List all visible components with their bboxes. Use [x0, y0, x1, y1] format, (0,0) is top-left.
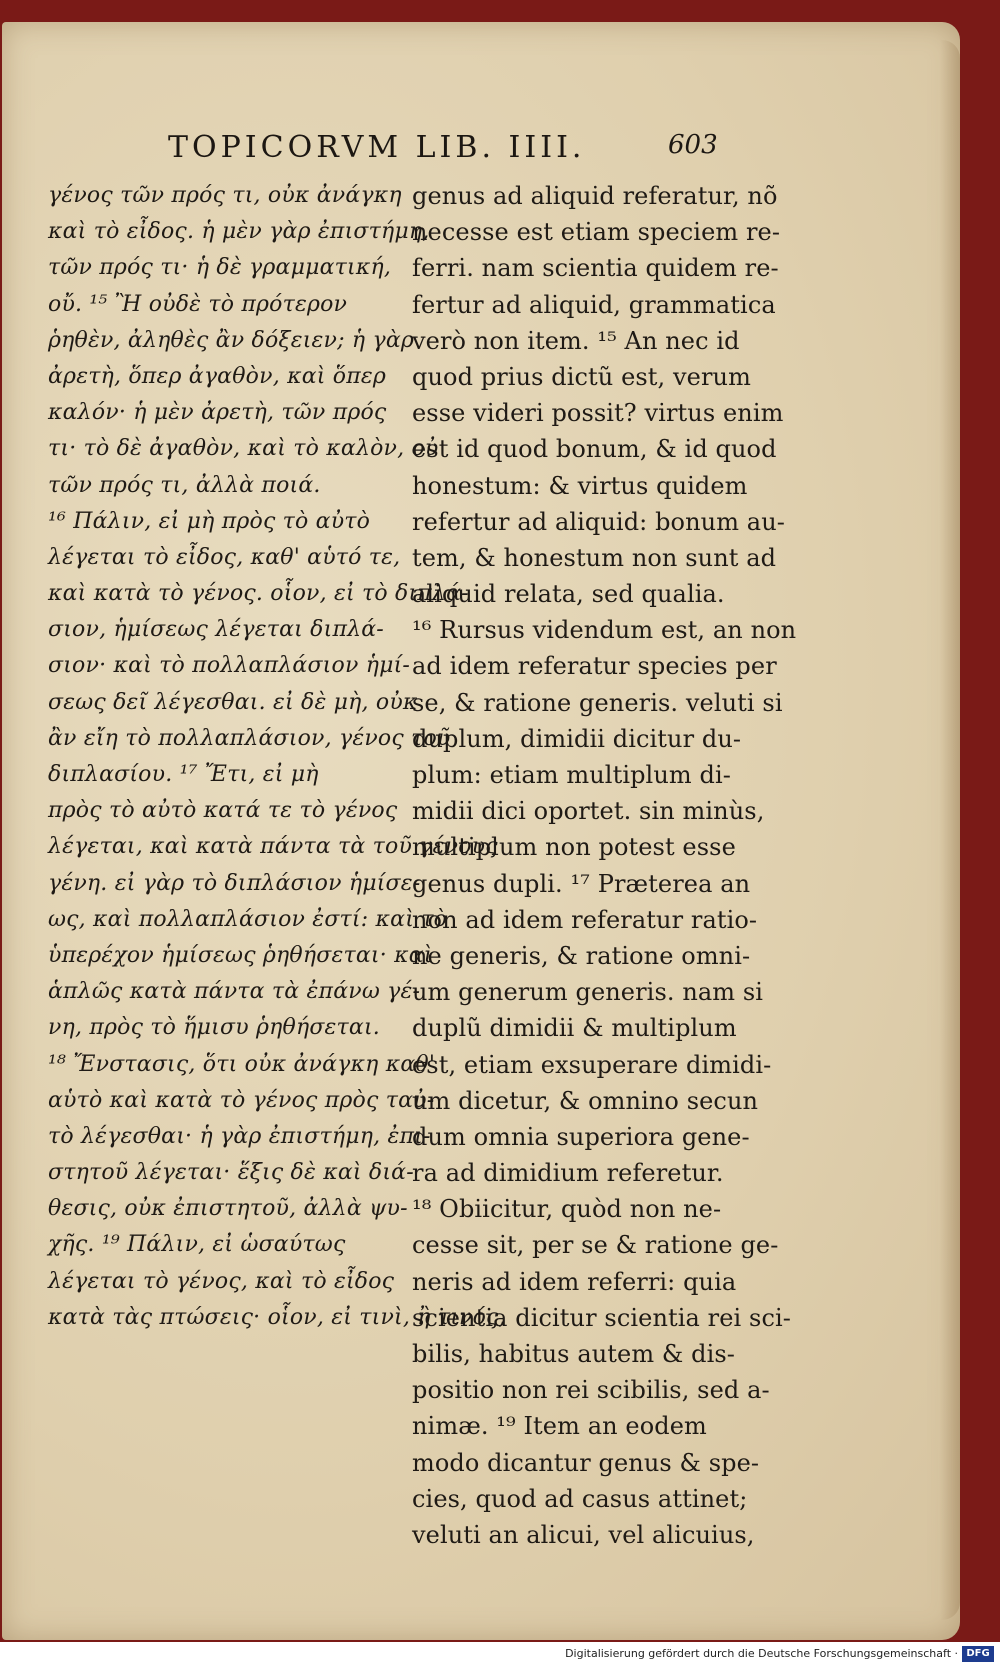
greek-text-line: τῶν πρός τι, ἀλλὰ ποιά. — [48, 472, 321, 498]
greek-text-line: τῶν πρός τι· ἡ δὲ γραμματική, — [48, 255, 392, 281]
latin-text-line: duplũ dimidii & multiplum — [412, 1014, 737, 1043]
running-head: TOPICORVM LIB. IIII. — [168, 130, 586, 165]
greek-text-line: ως, καὶ πολλαπλάσιον ἐστί: καὶ τὸ — [48, 906, 448, 932]
latin-text-line: honestum: & virtus quidem — [412, 471, 748, 500]
greek-text-line: ὑπερέχον ἡμίσεως ῥηθήσεται· καὶ — [48, 942, 433, 968]
footer-bar — [0, 1642, 1000, 1667]
latin-text-line: multiplum non potest esse — [412, 833, 736, 862]
latin-column — [412, 178, 797, 1553]
greek-text-line: καὶ κατὰ τὸ γένος. οἷον, εἰ τὸ διπλά- — [48, 581, 469, 607]
greek-text-line: χῆς. ¹⁹ Πάλιν, εἰ ὡσαύτως — [48, 1232, 346, 1258]
greek-text-line: καλόν· ἡ μὲν ἀρετὴ, τῶν πρός — [48, 400, 387, 426]
latin-text-line: neris ad idem referri: quia — [412, 1267, 737, 1296]
latin-text-line: verò non item. ¹⁵ An nec id — [412, 326, 740, 355]
latin-text-line: necesse est etiam speciem re- — [412, 218, 781, 247]
latin-text-line: aliquid relata, sed qualia. — [412, 580, 725, 609]
latin-text-line: non ad idem referatur ratio- — [412, 905, 758, 934]
latin-text-line: nimæ. ¹⁹ Item an eodem — [412, 1412, 707, 1441]
latin-text-line: ¹⁸ Obiicitur, quòd non ne- — [412, 1195, 722, 1224]
latin-text-line: ad idem referatur species per — [412, 652, 777, 681]
latin-text-line: ¹⁶ Rursus videndum est, an non — [412, 616, 797, 645]
greek-column — [48, 178, 506, 1336]
greek-text-line: ¹⁸ Ἔνστασις, ὅτι οὐκ ἀνάγκη καθ' — [48, 1051, 436, 1077]
greek-text-line: λέγεται τὸ γένος, καὶ τὸ εἶδος — [48, 1268, 395, 1294]
latin-text-line: bilis, habitus autem & dis- — [412, 1340, 735, 1368]
latin-text-line: ne generis, & ratione omni- — [412, 941, 751, 970]
greek-text-line: λέγεται τὸ εἶδος, καθ' αὑτό τε, — [48, 544, 401, 570]
latin-text-line: refertur ad aliquid: bonum au- — [412, 507, 785, 536]
latin-text-line: est, etiam exsuperare dimidi- — [412, 1050, 772, 1079]
greek-text-line: γένος τῶν πρός τι, οὐκ ἀνάγκη — [48, 183, 402, 208]
greek-text-line: σεως δεῖ λέγεσθαι. εἰ δὲ μὴ, οὐκ — [48, 689, 418, 715]
dfg-logo: DFG — [962, 1646, 994, 1662]
latin-text-line: plum: etiam multiplum di- — [412, 761, 731, 789]
latin-text-line: dum omnia superiora gene- — [412, 1122, 750, 1151]
latin-text-line: midii dici oportet. sin minùs, — [412, 797, 765, 826]
latin-text-line: duplum, dimidii dicitur du- — [412, 724, 742, 753]
latin-text-line: cesse sit, per se & ratione ge- — [412, 1231, 779, 1260]
greek-text-line: τὸ λέγεσθαι· ἡ γὰρ ἐπιστήμη, ἐπι- — [48, 1123, 431, 1149]
latin-text-line: ferri. nam scientia quidem re- — [412, 254, 779, 283]
latin-text-line: se, & ratione generis. veluti si — [412, 688, 783, 717]
greek-text-line: ¹⁶ Πάλιν, εἰ μὴ πρὸς τὸ αὐτὸ — [48, 508, 371, 534]
greek-text-line: λέγεται, καὶ κατὰ πάντα τὰ τοῦ γένους — [48, 834, 498, 860]
greek-text-line: διπλασίου. ¹⁷ Ἔτι, εἰ μὴ — [48, 762, 319, 787]
latin-text-line: fertur ad aliquid, grammatica — [412, 290, 776, 319]
greek-text-line: νη, πρὸς τὸ ἥμισυ ῥηθήσεται. — [48, 1015, 381, 1041]
latin-text-line: est id quod bonum, & id quod — [412, 435, 777, 464]
greek-text-line: ῥηθὲν, ἀληθὲς ἂν δόξειεν; ἡ γὰρ — [48, 327, 415, 353]
latin-text-line: scientia dicitur scientia rei sci- — [412, 1303, 791, 1332]
greek-text-line: τι· τὸ δὲ ἀγαθὸν, καὶ τὸ καλὸν, οὐ — [48, 436, 439, 462]
greek-text-line: ἂν εἴη τὸ πολλαπλάσιον, γένος τοῦ — [48, 725, 451, 751]
latin-text-line: genus dupli. ¹⁷ Præterea an — [412, 869, 751, 898]
greek-text-line: σιον, ἡμίσεως λέγεται διπλά- — [48, 617, 384, 643]
latin-text-line: um generum generis. nam si — [412, 978, 764, 1007]
greek-text-line: ἀρετὴ, ὅπερ ἀγαθὸν, καὶ ὅπερ — [48, 363, 387, 389]
greek-text-line: σιον· καὶ τὸ πολλαπλάσιον ἡμί- — [48, 653, 411, 679]
page-number: 603 — [668, 130, 718, 160]
latin-text-line: tem, & honestum non sunt ad — [412, 543, 777, 572]
latin-text-line: quod prius dictũ est, verum — [412, 362, 751, 391]
greek-text-line: καὶ τὸ εἶδος. ἡ μὲν γὰρ ἐπιστήμη, — [48, 219, 430, 245]
greek-text-line: ἁπλῶς κατὰ πάντα τὰ ἐπάνω γέ- — [48, 979, 421, 1005]
greek-text-line: στητοῦ λέγεται· ἕξις δὲ καὶ διά- — [48, 1160, 414, 1186]
page-edge — [940, 40, 960, 1620]
latin-text-line: ra ad dimidium referetur. — [412, 1159, 724, 1188]
footer-credit: Digitalisierung gefördert durch die Deutsche Forschungsgemeinschaft · — [565, 1647, 958, 1660]
greek-text-line: οὔ. ¹⁵ Ἢ οὐδὲ τὸ πρότερον — [48, 291, 348, 317]
greek-text-line: γένη. εἰ γὰρ τὸ διπλάσιον ἡμίσε- — [48, 870, 421, 896]
latin-text-line: modo dicantur genus & spe- — [412, 1448, 760, 1477]
latin-text-line: genus ad aliquid referatur, nõ — [412, 182, 778, 210]
greek-text-line: θεσις, οὐκ ἐπιστητοῦ, ἀλλὰ ψυ- — [48, 1196, 408, 1222]
greek-text-line: πρὸς τὸ αὐτὸ κατά τε τὸ γένος — [48, 798, 398, 824]
latin-text-line: cies, quod ad casus attinet; — [412, 1484, 748, 1513]
greek-text-line: κατὰ τὰς πτώσεις· οἷον, εἰ τινὶ, ἢ τινός, — [48, 1304, 506, 1330]
latin-text-line: esse videri possit? virtus enim — [412, 399, 784, 428]
latin-text-line: veluti an alicui, vel alicuius, — [412, 1520, 755, 1549]
greek-text-line: αὑτὸ καὶ κατὰ τὸ γένος πρὸς ταὐ- — [48, 1087, 435, 1113]
latin-text-line: positio non rei scibilis, sed a- — [412, 1376, 770, 1405]
latin-text-line: um dicetur, & omnino secun — [412, 1086, 759, 1115]
